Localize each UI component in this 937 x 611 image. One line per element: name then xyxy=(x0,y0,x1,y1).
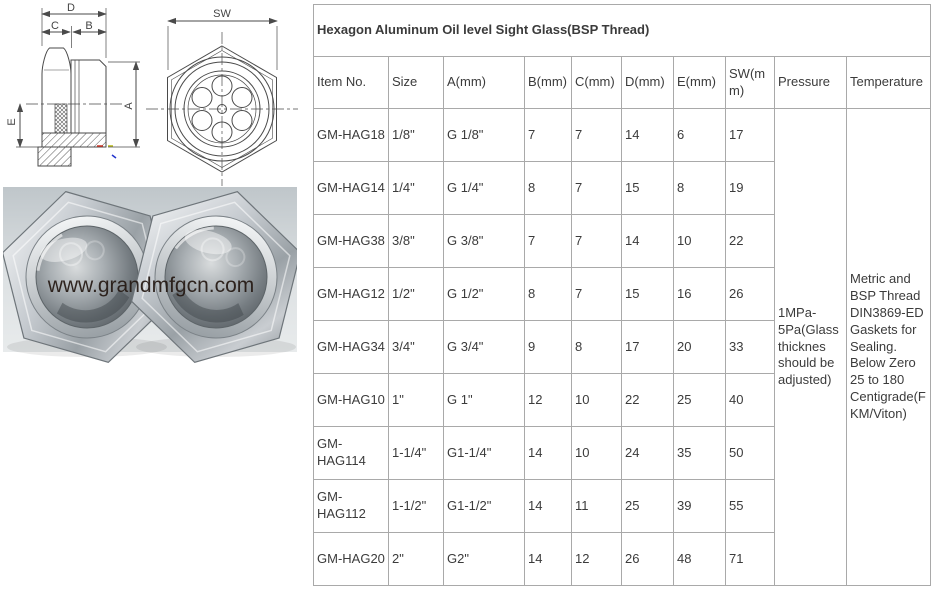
table-cell: 7 xyxy=(572,215,622,268)
table-cell: 1-1/2" xyxy=(389,480,444,533)
table-cell: 22 xyxy=(622,374,674,427)
table-cell: 35 xyxy=(674,427,726,480)
table-title-row xyxy=(314,5,931,57)
table-cell: 1/4" xyxy=(389,162,444,215)
table-cell: G 1" xyxy=(444,374,525,427)
column-header-c: C(mm) xyxy=(572,57,622,109)
table-cell: 1-1/4" xyxy=(389,427,444,480)
table-cell: G 1/4" xyxy=(444,162,525,215)
table-cell: 10 xyxy=(572,427,622,480)
table-cell: GM-HAG10 xyxy=(314,374,389,427)
table-cell: G1-1/2" xyxy=(444,480,525,533)
table-cell: 39 xyxy=(674,480,726,533)
table-cell: GM-HAG14 xyxy=(314,162,389,215)
table-cell: 15 xyxy=(622,268,674,321)
table-header-row xyxy=(314,57,931,109)
table-cell: 8 xyxy=(525,268,572,321)
table-cell: 48 xyxy=(674,533,726,586)
table-row xyxy=(314,109,931,162)
dim-label-a: A xyxy=(123,102,135,110)
table-cell: 16 xyxy=(674,268,726,321)
table-cell: 3/4" xyxy=(389,321,444,374)
side-view xyxy=(16,8,140,166)
column-header-item-no: Item No. xyxy=(314,57,389,109)
table-cell: 20 xyxy=(674,321,726,374)
column-header-size: Size xyxy=(389,57,444,109)
column-header-sw: SW(mm) xyxy=(726,57,775,109)
table-cell: 10 xyxy=(674,215,726,268)
table-cell: G 1/2" xyxy=(444,268,525,321)
table-cell: 14 xyxy=(622,109,674,162)
table-cell: 22 xyxy=(726,215,775,268)
watermark-text: www.grandmfgcn.com xyxy=(47,274,255,297)
table-cell: GM-HAG20 xyxy=(314,533,389,586)
table-cell: G2" xyxy=(444,533,525,586)
table-cell: G 3/8" xyxy=(444,215,525,268)
table-cell: 14 xyxy=(525,480,572,533)
table-cell: 7 xyxy=(525,215,572,268)
page-title: Hexagon Aluminum Oil level Sight Glass(BSP Thread) xyxy=(314,5,931,57)
table-cell: 71 xyxy=(726,533,775,586)
table-cell: 17 xyxy=(622,321,674,374)
table-cell: 7 xyxy=(572,109,622,162)
table-cell: 11 xyxy=(572,480,622,533)
table-cell: 24 xyxy=(622,427,674,480)
table-cell: 15 xyxy=(622,162,674,215)
table-cell: G 1/8" xyxy=(444,109,525,162)
table-cell: 8 xyxy=(572,321,622,374)
table-cell: 19 xyxy=(726,162,775,215)
table-cell: 7 xyxy=(572,162,622,215)
column-header-e: E(mm) xyxy=(674,57,726,109)
product-photo xyxy=(3,187,297,365)
dim-label-c: C xyxy=(51,20,59,32)
column-header-pressure: Pressure xyxy=(775,57,847,109)
sight-glass-drawing xyxy=(0,0,313,186)
table-cell: GM-HAG18 xyxy=(314,109,389,162)
table-cell: 8 xyxy=(674,162,726,215)
table-cell: 1" xyxy=(389,374,444,427)
table-cell: 26 xyxy=(726,268,775,321)
table-cell: GM-HAG38 xyxy=(314,215,389,268)
table-cell: 7 xyxy=(525,109,572,162)
front-view xyxy=(146,21,298,186)
table-cell: GM-HAG12 xyxy=(314,268,389,321)
table-cell: 14 xyxy=(525,427,572,480)
table-cell: 26 xyxy=(622,533,674,586)
table-cell: 1/8" xyxy=(389,109,444,162)
table-cell: 17 xyxy=(726,109,775,162)
table-cell: 3/8" xyxy=(389,215,444,268)
sight-glass-photo xyxy=(3,187,297,365)
table-cell: G 3/4" xyxy=(444,321,525,374)
table-cell: 2" xyxy=(389,533,444,586)
table-cell: G1-1/4" xyxy=(444,427,525,480)
column-header-b: B(mm) xyxy=(525,57,572,109)
table-cell: 55 xyxy=(726,480,775,533)
table-cell: GM-HAG112 xyxy=(314,480,389,533)
table-cell: 10 xyxy=(572,374,622,427)
table-cell: 6 xyxy=(674,109,726,162)
pressure-cell: 1MPa-5Pa(Glass thicknes should be adjusted) xyxy=(775,109,847,586)
dim-label-b: B xyxy=(85,20,93,32)
table-cell: 7 xyxy=(572,268,622,321)
table-cell: 50 xyxy=(726,427,775,480)
table-cell: 12 xyxy=(572,533,622,586)
table-cell: 14 xyxy=(622,215,674,268)
table-cell: 12 xyxy=(525,374,572,427)
dim-label-e: E xyxy=(6,118,18,126)
table-cell: 40 xyxy=(726,374,775,427)
dim-label-sw: SW xyxy=(213,8,231,20)
table-cell: 33 xyxy=(726,321,775,374)
technical-drawing xyxy=(0,0,313,186)
temperature-cell: Metric and BSP Thread DIN3869-ED Gaskets for Sealing. Below Zero 25 to 180 Centigrade(FKM/Viton) xyxy=(847,109,931,586)
dim-label-d: D xyxy=(67,2,75,14)
table-cell: 1/2" xyxy=(389,268,444,321)
table-cell: GM-HAG34 xyxy=(314,321,389,374)
table-cell: 25 xyxy=(622,480,674,533)
table-cell: 9 xyxy=(525,321,572,374)
column-header-a: A(mm) xyxy=(444,57,525,109)
table-cell: 25 xyxy=(674,374,726,427)
table-cell: 8 xyxy=(525,162,572,215)
column-header-d: D(mm) xyxy=(622,57,674,109)
column-header-temperature: Temperature xyxy=(847,57,931,109)
table-cell: 14 xyxy=(525,533,572,586)
spec-table xyxy=(313,4,931,586)
table-cell: GM-HAG114 xyxy=(314,427,389,480)
